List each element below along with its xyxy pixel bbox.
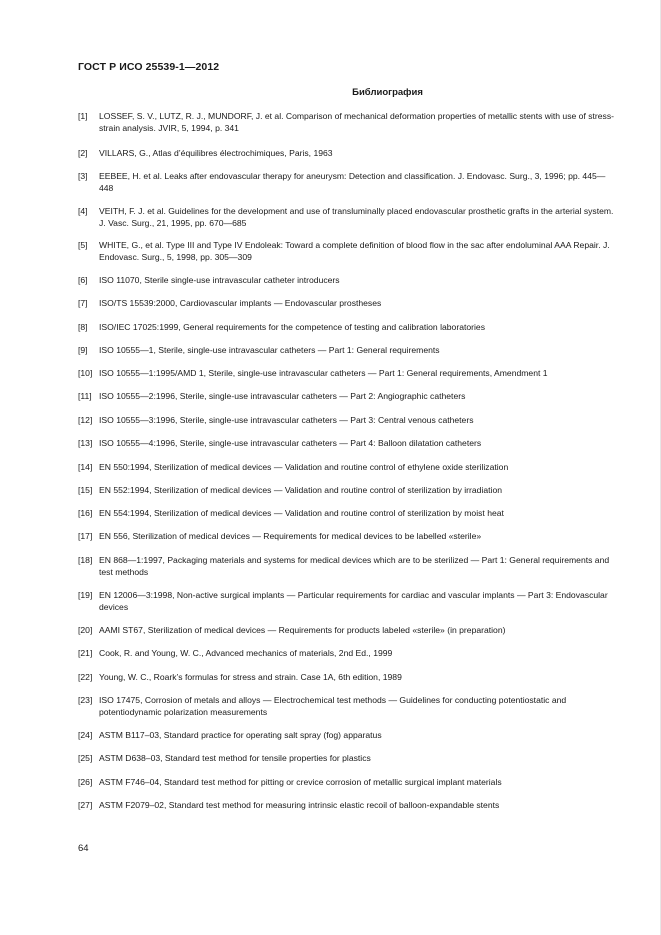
entry-text: ASTM F2079–02, Standard test method for measuring intrinsic elastic recoil of balloon-expandable stents (99, 800, 500, 810)
bibliography-entry (78, 414, 618, 426)
bibliography-entry (78, 239, 618, 263)
document-header: ГОСТ Р ИСО 25539-1—2012 (78, 61, 220, 73)
bibliography-entry (78, 799, 618, 811)
entry-number: [25] (78, 753, 93, 763)
entry-text: ASTM D638–03, Standard test method for tensile properties for plastics (99, 753, 371, 763)
entry-text: ISO/TS 15539:2000, Cardiovascular implants — Endovascular prostheses (99, 298, 382, 308)
bibliography-entry (78, 624, 618, 636)
entry-number: [13] (78, 438, 93, 448)
entry-text: EN 552:1994, Sterilization of medical devices — Validation and routine control of sterilization by irradiation (99, 485, 503, 495)
entry-text: EEBEE, H. et al. Leaks after endovascular therapy for aneurysm: Detection and classification. J. Endovasc. Surg., 3, 1996; pp. 445—448 (99, 171, 606, 193)
entry-number: [14] (78, 462, 93, 472)
entry-text: VILLARS, G., Atlas d’équilibres électrochimiques, Paris, 1963 (99, 148, 333, 158)
bibliography-entry (78, 170, 618, 194)
entry-text: ISO 17475, Corrosion of metals and alloys — Electrochemical test methods — Guidelines for conducting potentiostatic and potentiodynamic polarization measurements (99, 695, 567, 717)
entry-text: EN 12006—3:1998, Non-active surgical implants — Particular requirements for cardiac and vascular implants — Part 3: Endovascular devices (99, 590, 608, 612)
entry-text: WHITE, G., et al. Type III and Type IV Endoleak: Toward a complete definition of blood flow in the sac after endoluminal AAA Repair. J. Endovasc. Surg., 5, 1998, pp. 305—309 (99, 240, 610, 262)
entry-number: [18] (78, 555, 93, 565)
entry-text: Cook, R. and Young, W. C., Advanced mechanics of materials, 2nd Ed., 1999 (99, 648, 393, 658)
entry-text: Young, W. C., Roark’s formulas for stress and strain. Case 1A, 6th edition, 1989 (99, 672, 402, 682)
bibliography-entry (78, 390, 618, 402)
page-number: 64 (78, 843, 89, 854)
entry-text: AAMI ST67, Sterilization of medical devices — Requirements for products labeled «sterile» (in preparation) (99, 625, 506, 635)
entry-text: ISO 10555—4:1996, Sterile, single-use intravascular catheters — Part 4: Balloon dilatation catheters (99, 438, 482, 448)
entry-text: ISO 10555—1, Sterile, single-use intravascular catheters — Part 1: General requirements (99, 345, 440, 355)
bibliography-entry (78, 694, 618, 718)
entry-number: [15] (78, 485, 93, 495)
bibliography-entry (78, 297, 618, 309)
entry-number: [24] (78, 730, 93, 740)
bibliography-entry (78, 530, 618, 542)
entry-number: [2] (78, 148, 88, 158)
entry-text: ISO 10555—3:1996, Sterile, single-use intravascular catheters — Part 3: Central venous catheters (99, 415, 474, 425)
bibliography-entry (78, 671, 618, 683)
entry-number: [12] (78, 415, 93, 425)
bibliography-entry (78, 321, 618, 333)
bibliography-entry (78, 437, 618, 449)
bibliography-entry (78, 554, 618, 578)
bibliography-entry (78, 461, 618, 473)
bibliography-entry (78, 110, 618, 134)
entry-text: ISO 10555—1:1995/AMD 1, Sterile, single-use intravascular catheters — Part 1: General requirements, Amendment 1 (99, 368, 548, 378)
entry-number: [11] (78, 391, 92, 401)
entry-number: [20] (78, 625, 93, 635)
entry-text: EN 868—1:1997, Packaging materials and systems for medical devices which are to be sterilized — Part 1: General requirements and test methods (99, 555, 610, 577)
entry-number: [23] (78, 695, 93, 705)
entry-number: [9] (78, 345, 88, 355)
entry-number: [26] (78, 777, 93, 787)
bibliography-entry (78, 647, 618, 659)
entry-number: [19] (78, 590, 93, 600)
entry-text: ISO/IEC 17025:1999, General requirements for the competence of testing and calibration laboratories (99, 322, 485, 332)
bibliography-entry (78, 752, 618, 764)
bibliography-entry (78, 205, 618, 229)
entry-number: [7] (78, 298, 88, 308)
bibliography-title: Библиография (352, 87, 423, 98)
bibliography-entry (78, 344, 618, 356)
entry-number: [3] (78, 171, 88, 181)
entry-text: LOSSEF, S. V., LUTZ, R. J., MUNDORF, J. et al. Comparison of mechanical deformation properties of metallic stents with use of stress-strain analysis. JVIR, 5, 1994, p. 341 (99, 111, 615, 133)
bibliography-entry (78, 147, 618, 159)
entry-text: EN 550:1994, Sterilization of medical devices — Validation and routine control of ethylene oxide sterilization (99, 462, 509, 472)
bibliography-entry (78, 367, 618, 379)
bibliography-entry (78, 274, 618, 286)
entry-number: [5] (78, 240, 88, 250)
entry-text: VEITH, F. J. et al. Guidelines for the development and use of transluminally placed endovascular prosthetic grafts in the arterial system. J. Vasc. Surg., 21, 1995, pp. 670—685 (99, 206, 614, 228)
entry-number: [16] (78, 508, 93, 518)
entry-text: ASTM F746–04, Standard test method for pitting or crevice corrosion of metallic surgical implant materials (99, 777, 502, 787)
bibliography-entry (78, 507, 618, 519)
entry-number: [22] (78, 672, 93, 682)
entry-number: [1] (78, 111, 88, 121)
bibliography-entry (78, 776, 618, 788)
bibliography-entry (78, 589, 618, 613)
bibliography-entry (78, 729, 618, 741)
entry-number: [4] (78, 206, 88, 216)
entry-number: [8] (78, 322, 88, 332)
entry-number: [10] (78, 368, 93, 378)
entry-number: [6] (78, 275, 88, 285)
entry-text: ISO 11070, Sterile single-use intravascular catheter introducers (99, 275, 340, 285)
bibliography-entry (78, 484, 618, 496)
entry-number: [27] (78, 800, 93, 810)
entry-number: [17] (78, 531, 93, 541)
entry-text: ISO 10555—2:1996, Sterile, single-use intravascular catheters — Part 2: Angiographic catheters (99, 391, 466, 401)
entry-text: ASTM B117–03, Standard practice for operating salt spray (fog) apparatus (99, 730, 382, 740)
entry-number: [21] (78, 648, 93, 658)
entry-text: EN 554:1994, Sterilization of medical devices — Validation and routine control of sterilization by moist heat (99, 508, 504, 518)
entry-text: EN 556, Sterilization of medical devices — Requirements for medical devices to be labelled «sterile» (99, 531, 482, 541)
